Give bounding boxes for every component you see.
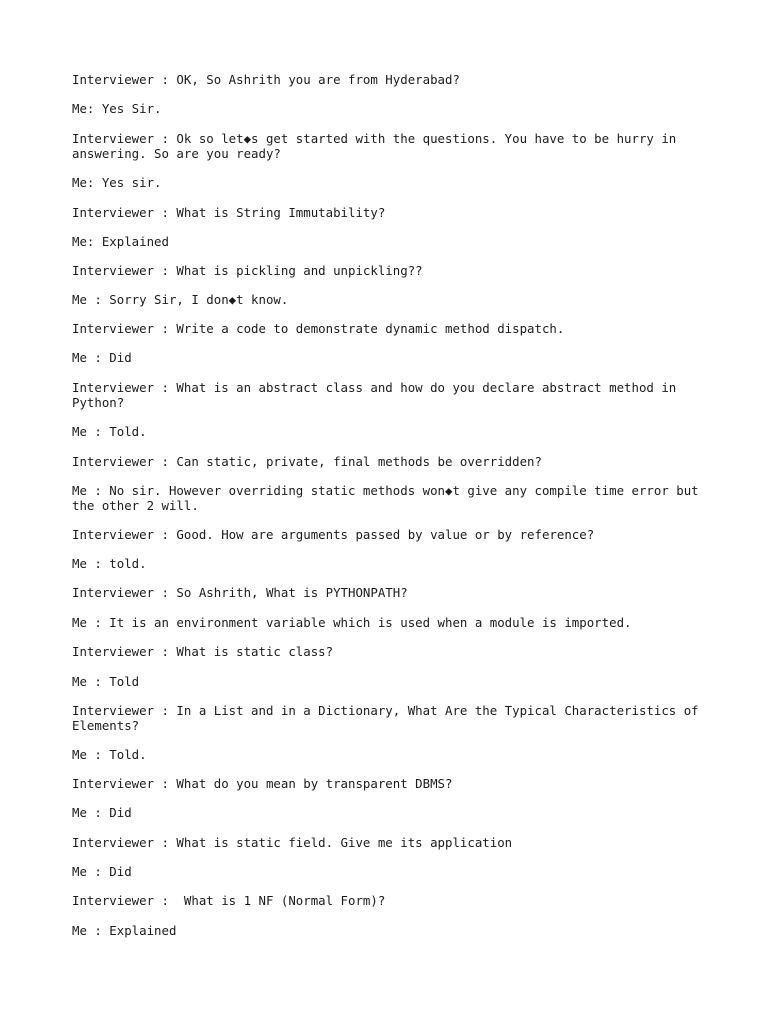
transcript-line: Interviewer : What is static class? bbox=[72, 644, 334, 659]
transcript-line: Me: Yes sir. bbox=[72, 175, 162, 190]
transcript-line: Interviewer : What is 1 NF (Normal Form)? bbox=[72, 893, 386, 908]
transcript-line: Interviewer : What do you mean by transparent DBMS? bbox=[72, 776, 453, 791]
transcript-line: Me: Explained bbox=[72, 234, 169, 249]
transcript-line: Me : Did bbox=[72, 864, 132, 879]
transcript-line: Me : Did bbox=[72, 350, 132, 365]
transcript-line: Me : Told. bbox=[72, 747, 147, 762]
transcript-line: Me : No sir. However overriding static methods won◆t give any compile time error but the other 2 will. bbox=[72, 483, 707, 513]
transcript-line: Me : told. bbox=[72, 556, 147, 571]
transcript-line: Interviewer : In a List and in a Dictionary, What Are the Typical Characteristics of Elements? bbox=[72, 703, 707, 733]
transcript-line: Interviewer : So Ashrith, What is PYTHONPATH? bbox=[72, 585, 408, 600]
transcript-line: Interviewer : Good. How are arguments passed by value or by reference? bbox=[72, 527, 595, 542]
transcript-line: Interviewer : Write a code to demonstrate dynamic method dispatch. bbox=[72, 321, 565, 336]
transcript-line: Me : Told bbox=[72, 674, 140, 689]
transcript-line: Interviewer : What is String Immutability? bbox=[72, 205, 386, 220]
transcript-line: Interviewer : What is an abstract class and how do you declare abstract method in Python? bbox=[72, 380, 684, 410]
transcript-line: Interviewer : Can static, private, final methods be overridden? bbox=[72, 454, 542, 469]
transcript-line: Me: Yes Sir. bbox=[72, 101, 162, 116]
transcript-line: Interviewer : OK, So Ashrith you are from Hyderabad? bbox=[72, 72, 460, 87]
transcript-line: Me : Explained bbox=[72, 923, 177, 938]
transcript-line: Interviewer : What is static field. Give me its application bbox=[72, 835, 513, 850]
transcript-line: Me : Sorry Sir, I don◆t know. bbox=[72, 292, 289, 307]
transcript-line: Me : Did bbox=[72, 805, 132, 820]
transcript-line: Me : Told. bbox=[72, 424, 147, 439]
transcript-line: Interviewer : What is pickling and unpickling?? bbox=[72, 263, 423, 278]
transcript-line: Interviewer : Ok so let◆s get started with the questions. You have to be hurry in answering. So are you ready? bbox=[72, 131, 684, 161]
transcript-line: Me : It is an environment variable which is used when a module is imported. bbox=[72, 615, 632, 630]
